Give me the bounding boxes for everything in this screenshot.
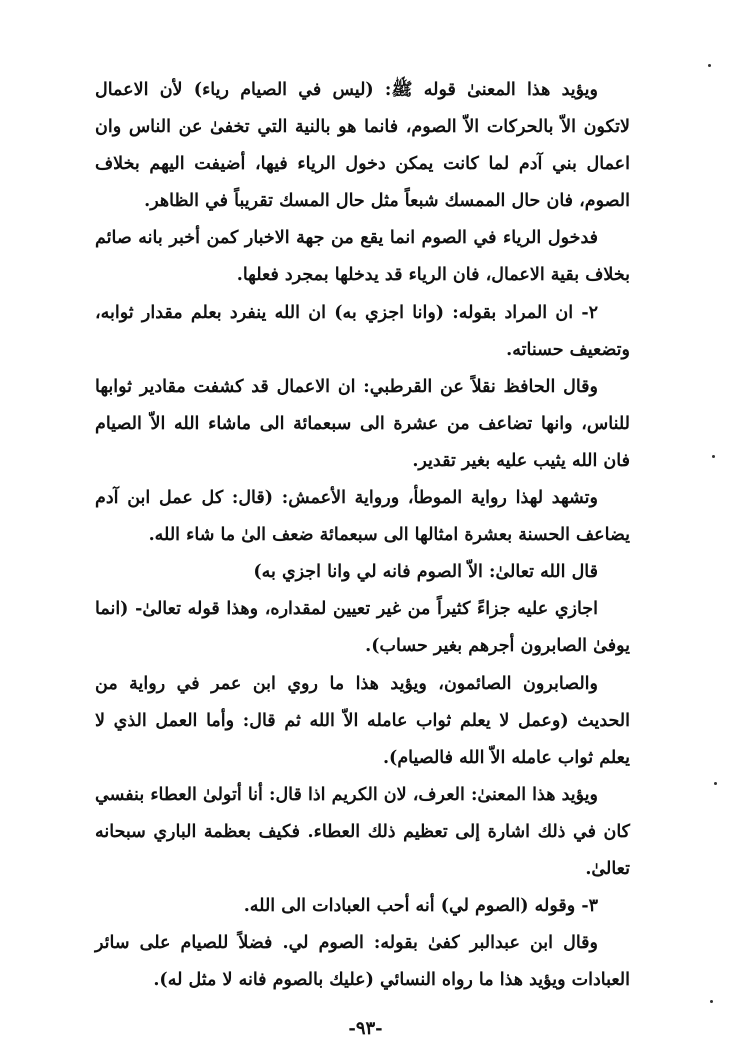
body-text — [95, 72, 630, 999]
paragraph-7: اجازي عليه جزاءً كثيراً من غير تعيين لمقداره، وهذا قوله تعالىٰ- (انما يوفىٰ الصابرون أجرهم بغير حساب). — [95, 599, 630, 657]
page-number: -٩٣- — [348, 1018, 383, 1039]
scan-speck — [710, 1000, 713, 1003]
paragraph-8: والصابرون الصائمون، ويؤيد هذا ما روي ابن عمر في رواية من الحديث (وعمل لا يعلم ثواب عامله الاّ الله ثم قال: وأما العمل الذي لا يعلم ثواب عامله الاّ الله فالصيام). — [95, 673, 630, 768]
paragraph-11: وقال ابن عبدالبر كفىٰ بقوله: الصوم لي. فضلاً للصيام على سائر العبادات ويؤيد هذا ما رواه النسائي (عليك بالصوم فانه لا مثل له). — [95, 933, 630, 991]
paragraph-3: ٢- ان المراد بقوله: (وانا اجزي به) ان الله ينفرد بعلم مقدار ثوابه، وتضعيف حسناته. — [95, 302, 630, 360]
paragraph-1: ويؤيد هذا المعنىٰ قوله ﷺ: (ليس في الصيام رياء) لأن الاعمال لاتكون الاّ بالحركات الاّ الصوم، فانما هو بالنية التي تخفىٰ عن الناس وان اعمال بني آدم لما كانت يمكن دخول الرياء فيها، أضيفت اليهم بخلاف الصوم، فان حال الممسك شبعاً مثل حال المسك تقريباً في الظاهر. — [95, 80, 630, 212]
paragraph-6: قال الله تعالىٰ: الاّ الصوم فانه لي وانا اجزي به) — [253, 562, 598, 583]
paragraph-2: فدخول الرياء في الصوم انما يقع من جهة الاخبار كمن أخبر بانه صائم بخلاف بقية الاعمال، فان الرياء قد يدخلها بمجرد فعلها. — [95, 228, 630, 286]
paragraph-5: وتشهد لهذا رواية الموطأ، ورواية الأعمش: (قال: كل عمل ابن آدم يضاعف الحسنة بعشرة امثالها الى سبعمائة ضعف الىٰ ما شاء الله. — [95, 488, 630, 546]
scan-speck — [712, 455, 715, 458]
scan-speck — [714, 782, 717, 785]
scan-speck — [708, 64, 711, 67]
paragraph-4: وقال الحافظ نقلاً عن القرطبي: ان الاعمال قد كشفت مقادير ثوابها للناس، وانها تضاعف من عشرة الى سبعمائة الى ماشاء الله الاّ الصيام فان الله يثيب عليه بغير تقدير. — [95, 376, 630, 471]
paragraph-9: ويؤيد هذا المعنىٰ: العرف، لان الكريم اذا قال: أنا أتولىٰ العطاء بنفسي كان في ذلك اشارة إلى تعظيم ذلك العطاء. فكيف بعظمة الباري سبحانه تعالىٰ. — [95, 784, 630, 879]
paragraph-10: ٣- وقوله (الصوم لي) أنه أحب العبادات الى الله. — [243, 896, 598, 917]
